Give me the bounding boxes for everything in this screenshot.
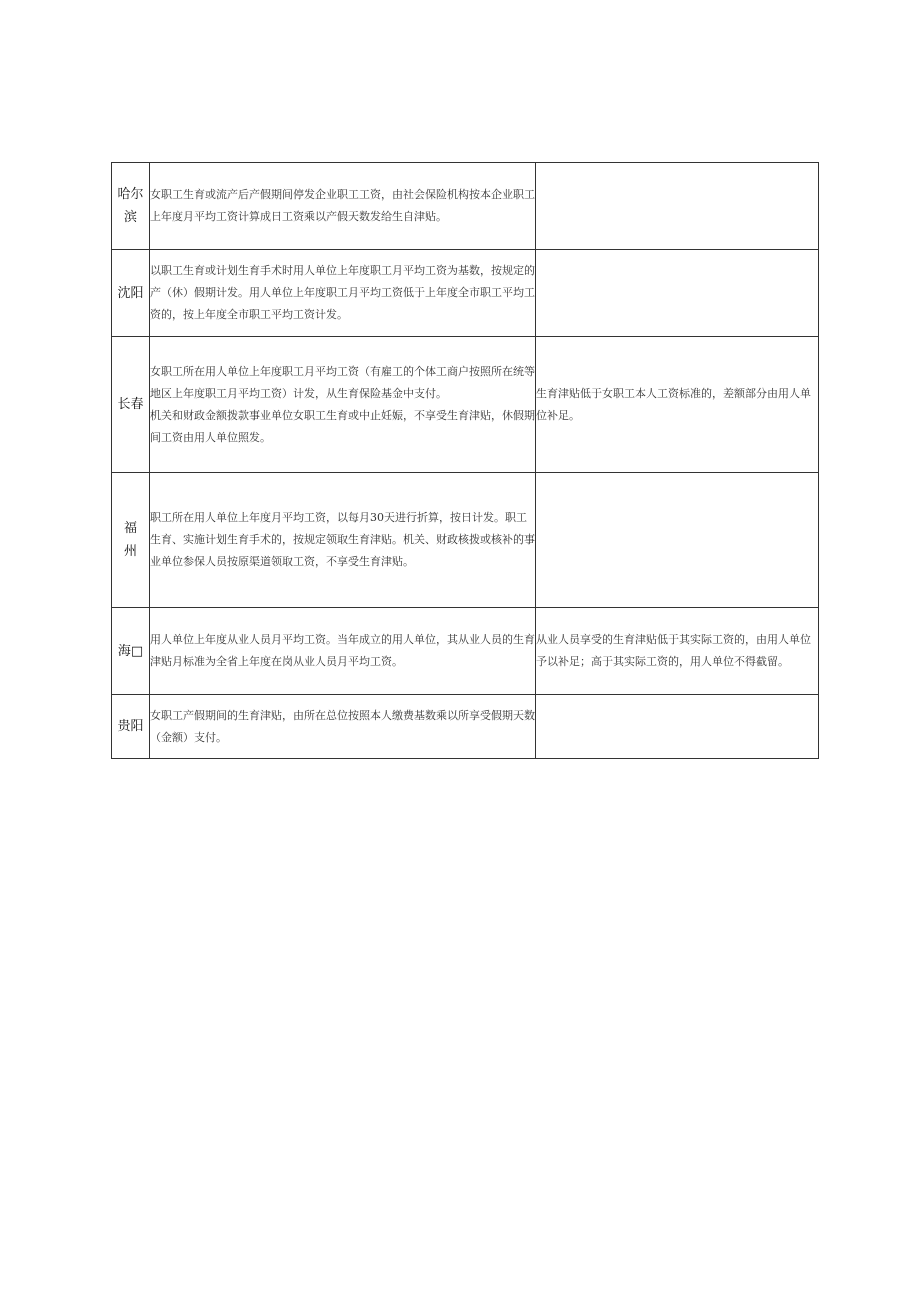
maternity-allowance-table: [111, 162, 819, 759]
remark-cell: [536, 337, 819, 473]
allowance-description-cell: [150, 695, 536, 759]
table-row: [112, 695, 819, 759]
remark-text: 生育津贴低于女职工本人工资标准的，差额部分由用人单位补足。: [536, 386, 811, 422]
city-cell: [112, 250, 150, 337]
remark-cell: [536, 250, 819, 337]
remark-cell: [536, 695, 819, 759]
allowance-description: 女职工生育或流产后产假期间停发企业职工工资，由社会保险机构按本企业职工上年度月平均工资计算成日工资乘以产假天数发给生自津贴。: [150, 188, 535, 223]
allowance-description: 机关和财政金额拨款事业单位女职工生育或中止妊娠，不享受生育津贴，休假期间工资由用人单位照发。: [150, 408, 535, 444]
city-name: 沈阳: [117, 285, 144, 301]
city-name: 滨: [123, 210, 137, 225]
city-name: 贵阳: [117, 719, 144, 734]
city-name: 海□: [117, 643, 144, 659]
city-name: 州: [123, 544, 137, 559]
allowance-description-cell: [150, 473, 536, 608]
table-row: [112, 250, 819, 337]
city-cell: [112, 337, 150, 473]
table-row: [112, 337, 819, 473]
table-row: [112, 608, 819, 695]
allowance-description: 女职工产假期间的生育津贴，由所在总位按照本人缴费基数乘以所享受假期天数（金额）支付。: [150, 708, 535, 744]
remark-cell: [536, 473, 819, 608]
allowance-description-cell: [150, 337, 536, 473]
allowance-description: 用人单位上年度从业人员月平均工资。当年成立的用人单位，其从业人员的生育津贴月标准为全省上年度在岗从业人员月平均工资。: [150, 633, 535, 668]
city-cell: [112, 163, 150, 250]
allowance-description-cell: [150, 250, 536, 337]
remark-text: 从业人员享受的生育津贴低于其实际工资的，由用人单位予以补足；高于其实际工资的，用人单位不得截留。: [536, 633, 811, 668]
allowance-description: 以职工生育或计划生育手术时用人单位上年度职工月平均工资为基数，按规定的产（休）假期计发。用人单位上年度职工月平均工资低于上年度全市职工平均工资的，按上年度全市职工平均工资计发。: [150, 264, 535, 321]
table-row: [112, 473, 819, 608]
city-cell: [112, 473, 150, 608]
city-cell: [112, 695, 150, 759]
city-name: 长春: [117, 397, 144, 412]
city-cell: [112, 608, 150, 695]
city-name: 福: [123, 521, 137, 536]
allowance-description: 女职工所在用人单位上年度职工月平均工资（有雇工的个体工商户按照所在统等地区上年度职工月平均工资）计发，从生育保险基金中支付。: [150, 364, 535, 400]
city-name: 哈尔: [117, 187, 144, 202]
allowance-description-cell: [150, 163, 536, 250]
allowance-description-cell: [150, 608, 536, 695]
remark-cell: [536, 163, 819, 250]
allowance-description: 职工所在用人单位上年度月平均工资，以每月30天进行折算，按日计发。职工生育、实施计划生育手术的，按规定领取生育津贴。机关、财政核拨或核补的事业单位参保人员按原渠道领取工资，不享受生育津贴。: [150, 511, 535, 568]
remark-cell: [536, 608, 819, 695]
table-row: [112, 163, 819, 250]
